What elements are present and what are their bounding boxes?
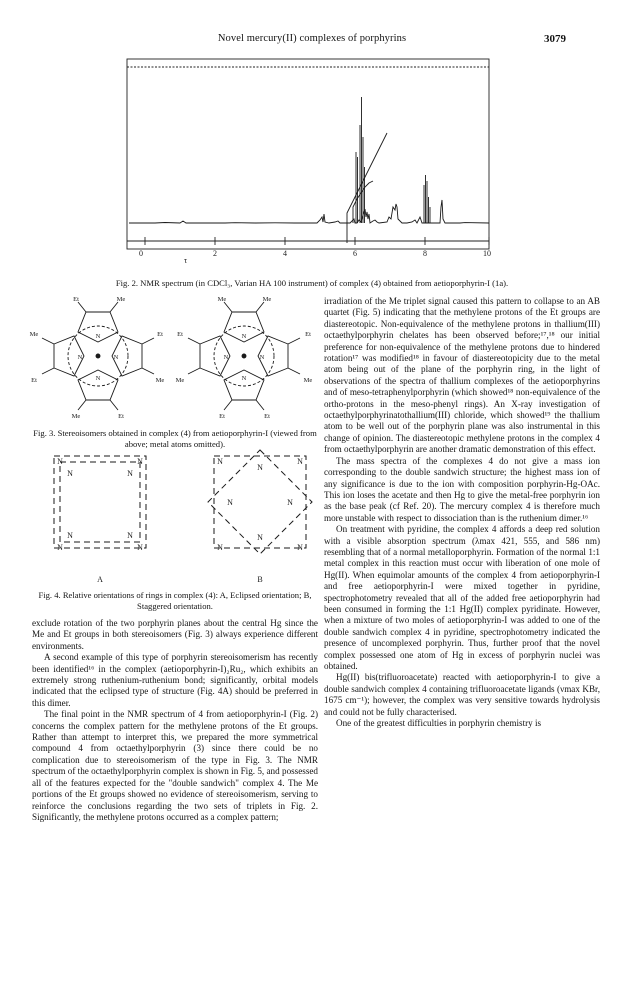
substituent-label: Et (305, 331, 311, 338)
nitrogen-label: N (67, 469, 73, 478)
paragraph: exclude rotation of the two porphyrin planes about the central Hg since the Me and Et groups in both stereoisomers (Fig. 3) always experience different environments. (32, 618, 318, 651)
figure-2-caption: Fig. 2. NMR spectrum (in CDCl₃, Varian HA 100 instrument) of complex (4) obtained from aetioporphyrin-I (1a). (115, 278, 509, 288)
substituent-label: Me (262, 296, 272, 303)
nitrogen-label: N (257, 533, 263, 542)
substituent-label: Et (31, 377, 37, 384)
nitrogen-label: N (137, 543, 143, 552)
paragraph: On treatment with pyridine, the complex 4 affords a deep red solution with a visible absorption spectrum (λmax 421, 555, and 586 nm) resembling that of a normal metalloporphyrin. Formation of the normal 1:1 metal complex in this reaction must occur with liberation of one mole of Hg(II). When equimolar amounts of the complex 4 from aetioporphyrin-I and free aetioporphyrin-I were mixed together in pyridine, spectrophotometry revealed that all of the added free aetioporphyrin had been consumed in forming the 1:1 Hg(II) complex pyridinate. However, when a mixture of two moles of aetioporphyrin-I was added to one of the double sandwich complex 4 in pyridine, spectrophotometry indicated the presence of uncomplexed porphyrin. Thus, further proof that the novel complex possessed one atom of Hg in excess of porphyrin nuclei was obtained. (324, 524, 600, 671)
stereoisomer-structures (26, 294, 316, 422)
substituent-label: Et (177, 331, 183, 338)
nitrogen-label: N (241, 375, 247, 382)
spectrum-trace (129, 133, 489, 243)
nitrogen-label: N (127, 469, 133, 478)
figure-4-caption: Fig. 4. Relative orientations of rings in complex (4): A, Eclipsed orientation; B, Staggered orientation. (38, 590, 312, 611)
paragraph: The final point in the NMR spectrum of 4 from aetioporphyrin-I (Fig. 2) concerns the complex pattern for the methylene protons of the Et groups. Rather than attempt to interpret this, we prepared the more symmetrical compound 4 from octaethylporphyrin (3) since there could be no complication due to stereoisomerism of the type in Fig. 3. The NMR spectrum of the octaethylporphyrin complex is shown in Fig. 5, and possessed all of the features expected for the "double sandwich" complex 4. The Me portions of the Et groups showed no evidence of stereoisomerism, serving to reinforce the conclusions regarding the two sets of triplets in Fig. 2. Significantly, the methylene protons occurred as a complex pattern; (32, 709, 318, 822)
orientation-label-a: A (97, 575, 103, 584)
nitrogen-label: N (223, 354, 229, 361)
nitrogen-label: N (95, 375, 101, 382)
paragraph: A second example of this type of porphyrin stereoisomerism has recently been identified¹⁶ in the complex (aetioporphyrin-I)₂Ru₂, which exhibits an extremely strong ruthenium-ruthenium bond; significantly, orbital models indicated that the eclipsed type of structure (Fig. 4A) should be preferred in this dimer. (32, 652, 318, 708)
nitrogen-label: N (57, 543, 63, 552)
substituent-label: Et (157, 331, 163, 338)
paragraph: One of the greatest difficulties in porphyrin chemistry is (336, 718, 542, 729)
substituent-label: Et (73, 296, 79, 303)
substituent-label: Me (71, 413, 81, 420)
paragraph: Hg(II) bis(trifluoroacetate) reacted with aetioporphyrin-I to give a double sandwich complex 4 containing trifluoroacetate ligands (νmax KBr, 1675 cm⁻¹); however, the complex was very sensitive towards hydrolysis and could not be fully characterised. (324, 672, 600, 717)
spectrum-frame (127, 59, 489, 249)
nitrogen-label: N (137, 457, 143, 466)
nitrogen-label: N (257, 463, 263, 472)
substituent-label: Et (264, 413, 270, 420)
nitrogen-label: N (297, 543, 303, 552)
nitrogen-label: N (217, 457, 223, 466)
substituent-label: Me (303, 377, 313, 384)
axis-tick-label: 2 (213, 249, 217, 258)
axis-tick-label: 10 (483, 249, 491, 258)
running-title: Novel mercury(II) complexes of porphyrins (217, 33, 407, 44)
paragraph: The mass spectra of the complexes 4 do not give a mass ion corresponding to the double sandwich structure; the highest mass ion of any significance is due to the ion with composition porphyrin-Hg-OAc. This ion loses the acetate and then Hg to give the metal-free porphyrin ion as the base peak (cf Ref. 20). The mercury complex 4 is therefore much more unstable with respect to dissociation than is the ruthenium dimer.¹⁶ (324, 455, 600, 523)
substituent-label: Et (219, 413, 225, 420)
porphyrin-structure-b (188, 302, 300, 410)
ring-orientation-diagram (44, 448, 316, 590)
figure-3-caption: Fig. 3. Stereoisomers obtained in complex (4) from aetioporphyrin-I (viewed from above; metal atoms omitted). (33, 428, 317, 449)
substituent-label: Me (217, 296, 227, 303)
substituent-label: Me (116, 296, 126, 303)
paragraph: irradiation of the Me triplet signal caused this pattern to collapse to an AB quartet (Fig. 5) indicating that the methylene protons of the Et groups are diastereotopic. Non-equivalence of the methylene protons in thallium(III) octaethylporphyrin chelates has been observed before;¹⁷,¹⁸ our initial preference for non-equivalence of the methylene protons due to hindered rotation¹⁷ was modified¹⁸ in favour of diastereotopicity due to the metal atom being out of the plane of the porphyrin ring, in the light of observations of the spectra of thallium complexes of the aetioporphyrins and of meso-tetraphenylporphyrin (which showed¹⁸ non-equivalence of the ortho-protons in the meso-phenyl rings). An X-ray investigation of octaethylporphyrinatothallium(III) chloride, which showed¹⁹ the thallium atom to be well out of the porphyrin plane was also instrumental in this change of opinion. The diastereotopic methylene protons in the complex 4 from octaethylporphyrin are another dramatic demonstration of this effect. (324, 296, 600, 455)
orientation-label-b: B (257, 575, 263, 584)
nitrogen-label: N (217, 543, 223, 552)
axis-tick-label: 4 (283, 249, 287, 258)
substituent-label: Me (29, 331, 39, 338)
axis-tick-label: 6 (353, 249, 357, 258)
nitrogen-label: N (95, 333, 101, 340)
axis-tick-label: 0 (139, 249, 143, 258)
nmr-spectrum-figure (125, 57, 520, 262)
substituent-label: Et (118, 413, 124, 420)
nitrogen-label: N (241, 333, 247, 340)
nitrogen-label: N (297, 457, 303, 466)
nitrogen-label: N (113, 354, 119, 361)
spectrum-axis (127, 237, 489, 245)
nitrogen-label: N (259, 354, 265, 361)
nitrogen-label: N (127, 531, 133, 540)
page-number: 3079 (544, 33, 566, 45)
nitrogen-label: N (67, 531, 73, 540)
left-column (32, 618, 318, 823)
substituent-label: Me (155, 377, 165, 384)
axis-label-tau: τ (184, 256, 188, 265)
nitrogen-label: N (287, 498, 293, 507)
porphyrin-structure-a (42, 302, 154, 410)
axis-tick-label: 8 (423, 249, 427, 258)
right-column (324, 296, 600, 729)
nitrogen-label: N (77, 354, 83, 361)
peak-lines (356, 97, 430, 223)
substituent-label: Me (175, 377, 185, 384)
nitrogen-label: N (227, 498, 233, 507)
nitrogen-label: N (57, 457, 63, 466)
